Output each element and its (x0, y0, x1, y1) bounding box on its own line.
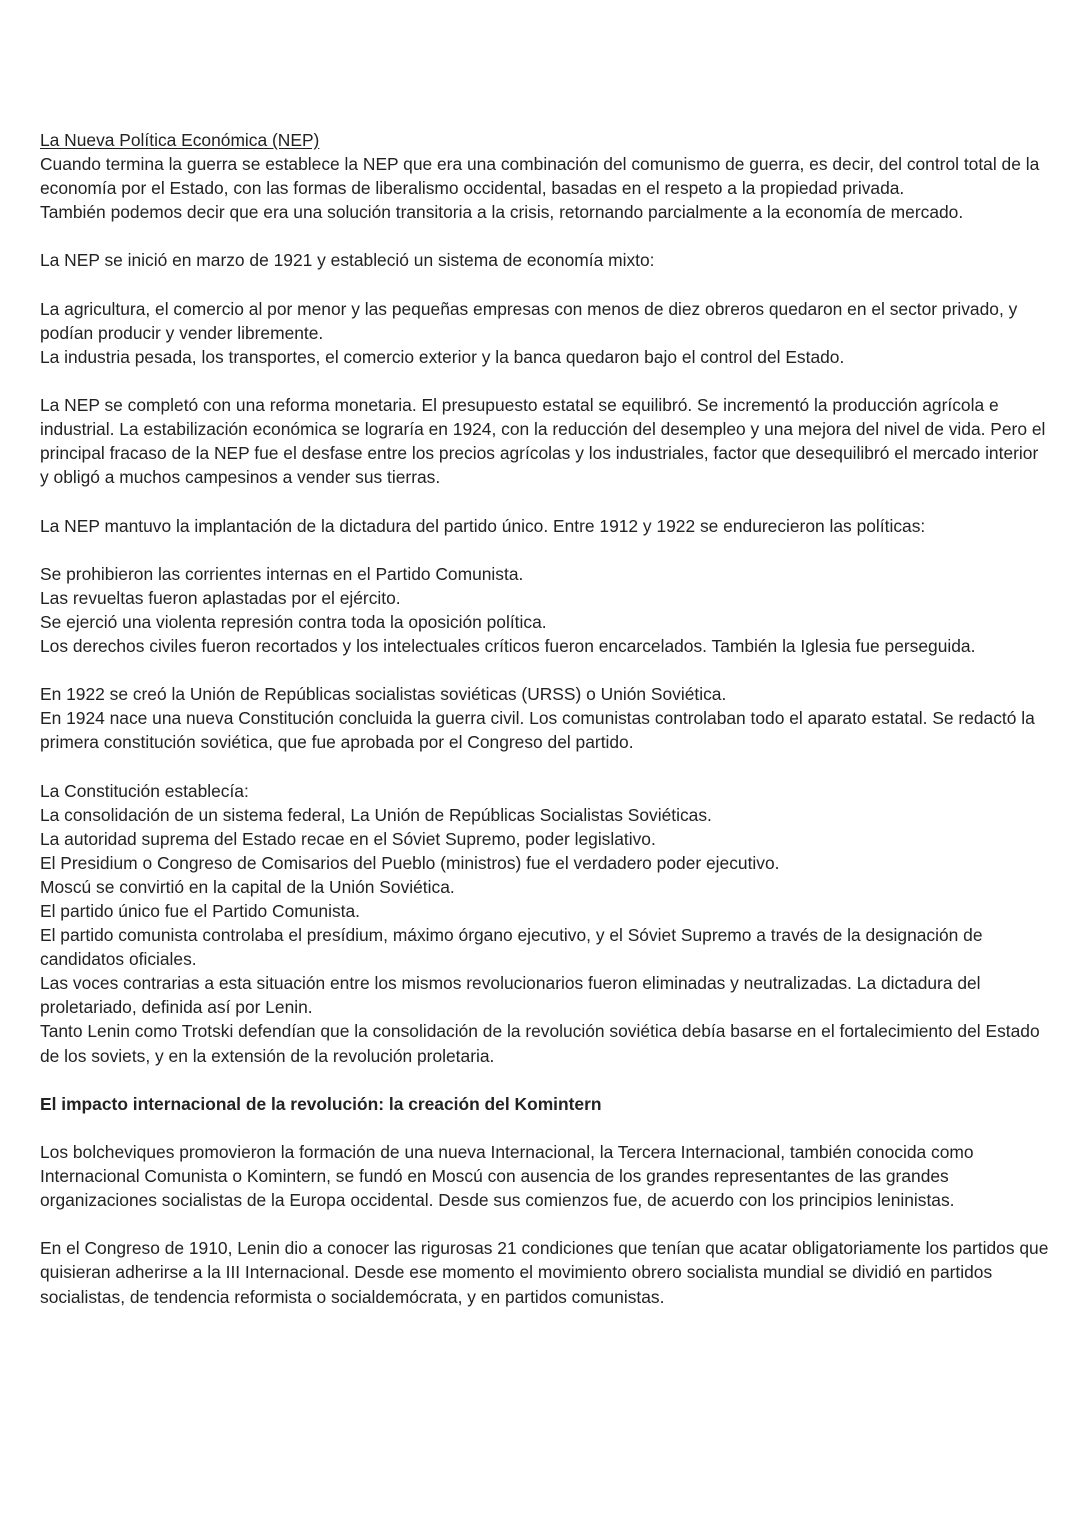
constitution-item: La autoridad suprema del Estado recae en el Sóviet Supremo, poder legislativo. (40, 828, 656, 849)
komintern-heading: El impacto internacional de la revolución: la creación del Komintern (40, 1093, 602, 1114)
policy-line: Las revueltas fueron aplastadas por el ejército. (40, 587, 401, 608)
paragraph-gap (40, 658, 1050, 682)
komintern-paragraph: En el Congreso de 1910, Lenin dio a conocer las rigurosas 21 condiciones que tenían que acatar obligatoriamente los partidos que quisieran adherirse a la III Internacional. Desde ese momento el movimiento obrero socialista mundial se dividió en partidos socialistas, de tendencia reformista o socialdemócrata, y en partidos comunistas. (40, 1238, 1049, 1307)
paragraph-gap (40, 1212, 1050, 1236)
paragraph-gap (40, 1116, 1050, 1140)
constitution-item: El Presidium o Congreso de Comisarios del Pueblo (ministros) fue el verdadero poder ejecutivo. (40, 852, 780, 873)
paragraph-gap (40, 754, 1050, 778)
policy-line: Se prohibieron las corrientes internas en el Partido Comunista. (40, 563, 524, 584)
policy-line: Se ejerció una violenta represión contra toda la oposición política. (40, 611, 547, 632)
document-title: La Nueva Política Económica (NEP) (40, 130, 320, 150)
urss-paragraph: En 1922 se creó la Unión de Repúblicas socialistas soviéticas (URSS) o Unión Soviética. (40, 684, 727, 705)
constitution-item: Las voces contrarias a esta situación entre los mismos revolucionarios fueron eliminadas y neutralizadas. La dictadura del proletariado, definida así por Lenin. (40, 973, 981, 1018)
document-page (40, 128, 1050, 1309)
policy-line: Los derechos civiles fueron recortados y los intelectuales críticos fueron encarcelados. También la Iglesia fue perseguida. (40, 635, 976, 656)
constitution-item: El partido único fue el Partido Comunista. (40, 901, 360, 921)
constitution-item: Moscú se convirtió en la capital de la Unión Soviética. (40, 876, 455, 897)
constitution-item: La consolidación de un sistema federal, La Unión de Repúblicas Socialistas Soviéticas. (40, 804, 712, 825)
dictatorship-paragraph: La NEP mantuvo la implantación de la dictadura del partido único. Entre 1912 y 1922 se endurecieron las políticas: (40, 515, 926, 536)
intro-paragraph: También podemos decir que era una solución transitoria a la crisis, retornando parcialmente a la economía de mercado. (40, 202, 964, 223)
komintern-paragraph: Los bolcheviques promovieron la formación de una nueva Internacional, la Tercera Internacional, también conocida como Internacional Comunista o Komintern, se fundó en Moscú con ausencia de los grandes representantes de las grandes organizaciones socialistas de la Europa occidental. Desde sus comienzos fue, de acuerdo con los principios leninistas. (40, 1141, 974, 1211)
urss-paragraph: En 1924 nace una nueva Constitución concluida la guerra civil. Los comunistas controlaban todo el aparato estatal. Se redactó la primera constitución soviética, que fue aprobada por el Congreso del partido. (40, 708, 1035, 753)
constitution-item: Tanto Lenin como Trotski defendían que la consolidación de la revolución soviética debía basarse en el fortalecimiento del Estado de los soviets, y en la extensión de la revolución proletaria. (40, 1021, 1040, 1066)
paragraph-gap (40, 538, 1050, 562)
intro-paragraph: Cuando termina la guerra se establece la NEP que era una combinación del comunismo de guerra, es decir, del control total de la economía por el Estado, con las formas de liberalismo occidental, basadas en el respeto a la propiedad privada. (40, 154, 1040, 199)
constitution-item: El partido comunista controlaba el presídium, máximo órgano ejecutivo, y el Sóviet Supremo a través de la designación de candidatos oficiales. (40, 925, 983, 970)
reform-paragraph: La NEP se completó con una reforma monetaria. El presupuesto estatal se equilibró. Se incrementó la producción agrícola e industrial. La estabilización económica se lograría en 1924, con la reducción del desempleo y una mejora del nivel de vida. Pero el principal fracaso de la NEP fue el desfase entre los precios agrícolas y los industriales, factor que desequilibró el mercado interior y obligó a muchos campesinos a vender sus tierras. (40, 395, 1046, 488)
paragraph-gap (40, 273, 1050, 297)
sector-paragraph: La agricultura, el comercio al por menor y las pequeñas empresas con menos de diez obreros quedaron en el sector privado, y podían producir y vender libremente. (40, 298, 1018, 343)
paragraph-gap (40, 369, 1050, 393)
paragraph-gap (40, 1068, 1050, 1092)
sector-paragraph: La industria pesada, los transportes, el comercio exterior y la banca quedaron bajo el control del Estado. (40, 346, 845, 367)
paragraph-gap (40, 489, 1050, 513)
mixed-system-paragraph: La NEP se inició en marzo de 1921 y estableció un sistema de economía mixto: (40, 250, 655, 271)
paragraph-gap (40, 224, 1050, 248)
constitution-intro: La Constitución establecía: (40, 780, 249, 801)
